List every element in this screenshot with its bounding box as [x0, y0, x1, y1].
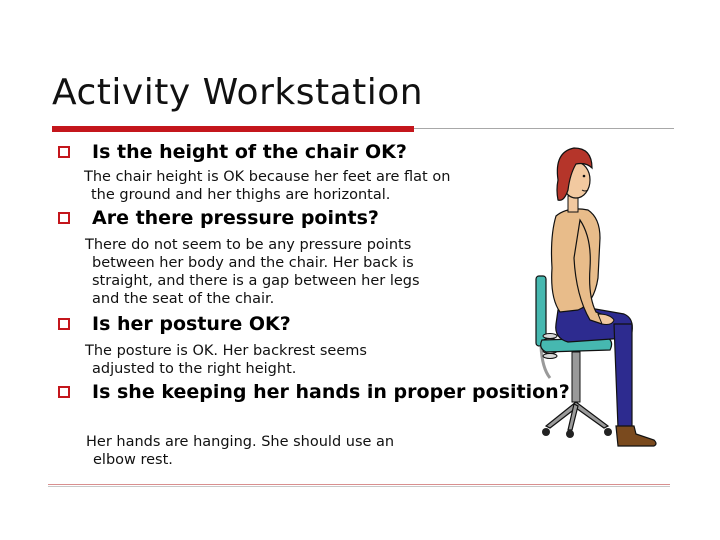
question-line: Is the height of the chair OK?: [92, 141, 407, 163]
answer-line: Her hands are hanging. She should use an: [86, 434, 395, 450]
answer-line: straight, and there is a gap between her legs: [92, 273, 420, 289]
question-text: [92, 140, 407, 165]
square-bullet-icon: [58, 318, 70, 330]
question-text: [92, 206, 379, 231]
eye: [583, 175, 586, 178]
chair-base: [546, 402, 608, 430]
answer-line: and the seat of the chair.: [92, 291, 275, 307]
question-text: [92, 312, 291, 337]
answer-text: [86, 433, 394, 469]
slide-title: Activity Workstation: [52, 72, 424, 113]
answer-line: The posture is OK. Her backrest seems: [85, 343, 367, 359]
square-bullet-icon: [58, 386, 70, 398]
footer-rule-accent: [48, 484, 670, 485]
chair-column: [572, 352, 580, 402]
trousers-leg: [614, 324, 632, 428]
answer-line: elbow rest.: [93, 452, 173, 468]
chair-casters: [542, 428, 612, 438]
answer-line: the ground and her thighs are horizontal.: [91, 187, 391, 203]
question-line: Is she keeping her hands in: [92, 381, 387, 403]
question-text: [92, 380, 570, 405]
square-bullet-icon: [58, 212, 70, 224]
answer-line: There do not seem to be any pressure points: [85, 237, 412, 253]
answer-line: adjusted to the right height.: [92, 361, 297, 377]
footer-rule: [48, 486, 670, 487]
shoe: [616, 426, 656, 446]
question-line: Are there pressure points?: [92, 207, 379, 229]
answer-text: [85, 236, 420, 308]
answer-line: between her body and the chair. Her back is: [92, 255, 414, 271]
question-line: Is her posture OK?: [92, 313, 291, 335]
square-bullet-icon: [58, 146, 70, 158]
woman-on-chair-icon: [528, 128, 662, 460]
seated-woman-illustration: [528, 128, 662, 460]
answer-line: The chair height is OK because her feet are flat on: [84, 169, 451, 185]
question-line: proper position?: [393, 381, 570, 403]
answer-text: [84, 168, 450, 204]
title-underline-accent: [52, 126, 414, 132]
answer-text: [85, 342, 367, 378]
